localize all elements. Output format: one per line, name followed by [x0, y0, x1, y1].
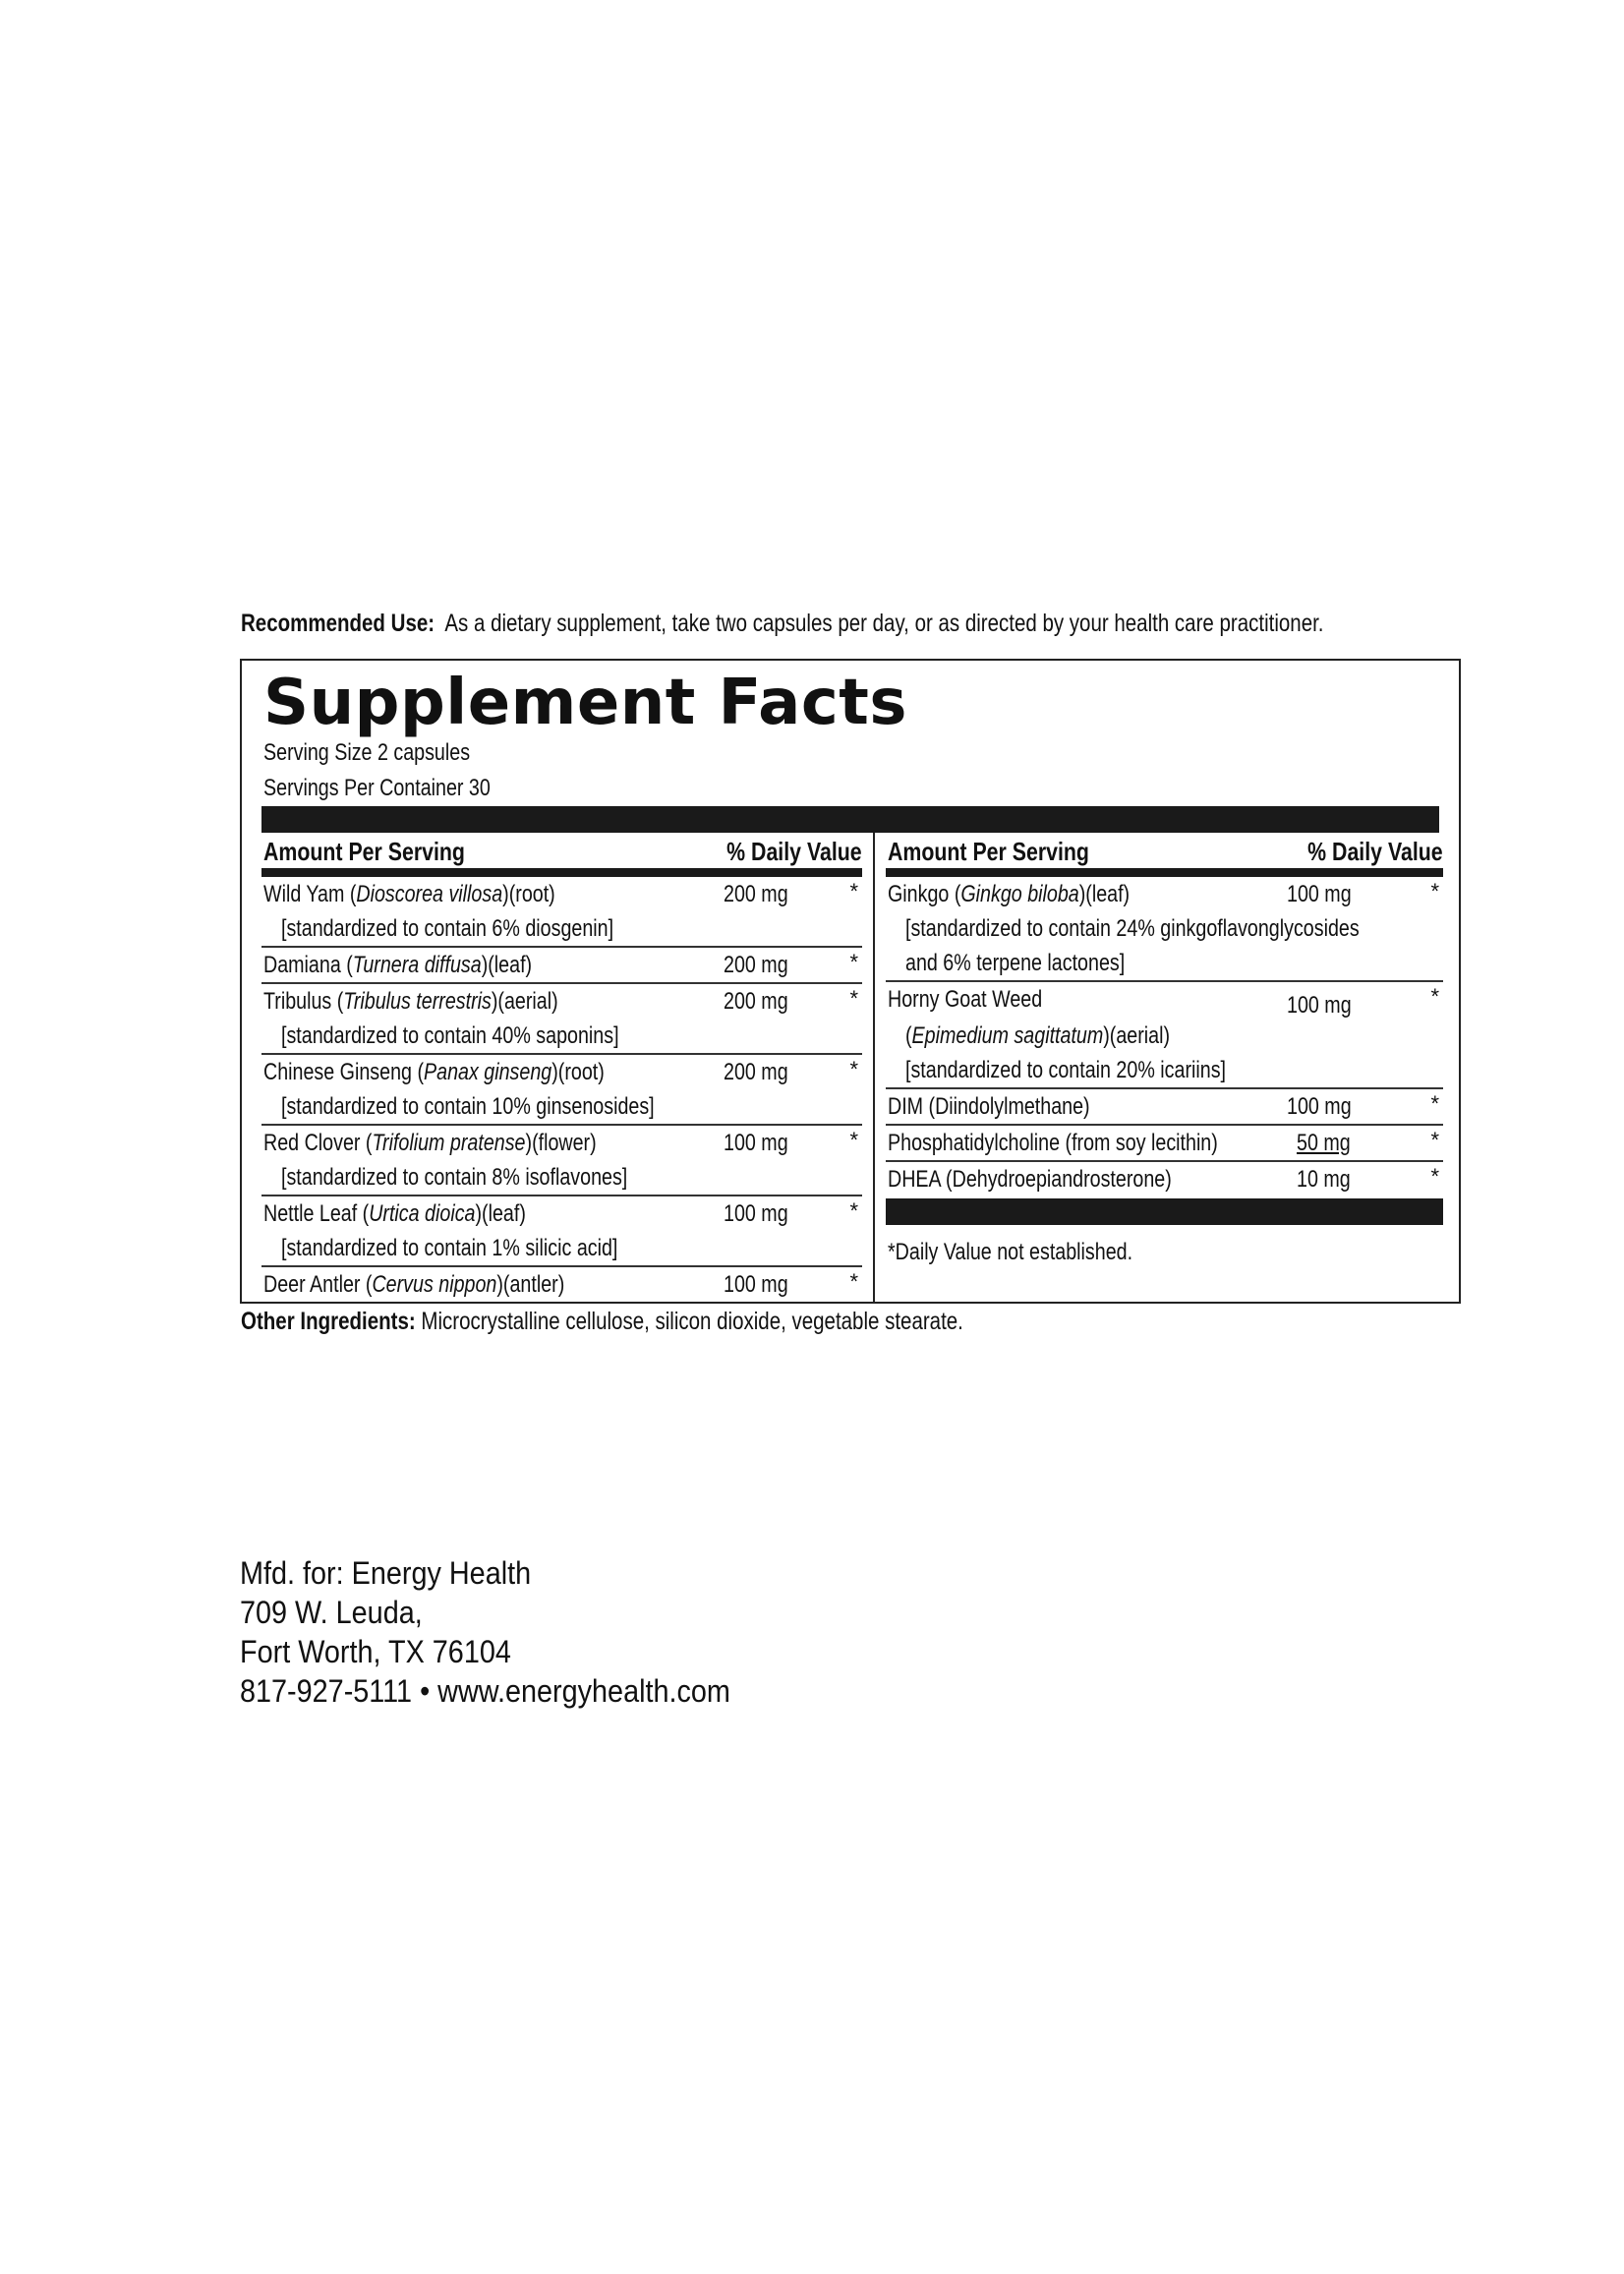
ingredient-name: DIM (Diindolylmethane)	[888, 1093, 1090, 1120]
standardization-note: [standardized to contain 6% diosgenin]	[281, 915, 614, 942]
ingredient-amount: 100 mg	[724, 1271, 788, 1298]
ingredient-amount: 100 mg	[1287, 1093, 1352, 1120]
servings-per-container: Servings Per Container 30	[263, 775, 491, 801]
daily-value-mark: *	[849, 1128, 858, 1152]
other-ingredients	[241, 1308, 1122, 1336]
ingredient-name: Tribulus (Tribulus terrestris)(aerial)	[263, 988, 558, 1015]
recommended-use-label: Recommended Use:	[241, 610, 435, 637]
ingredient-name: Deer Antler (Cervus nippon)(antler)	[263, 1271, 565, 1298]
ingredient-name: Red Clover (Trifolium pratense)(flower)	[263, 1130, 597, 1156]
header-daily-value: % Daily Value	[726, 837, 862, 866]
facts-title: Supplement Facts	[263, 667, 907, 739]
daily-value-mark: *	[1430, 984, 1439, 1009]
ingredient-amount: 200 mg	[724, 988, 788, 1015]
serving-size: Serving Size 2 capsules	[263, 739, 471, 766]
daily-value-mark: *	[1430, 1091, 1439, 1116]
standardization-note: [standardized to contain 20% icariins]	[905, 1057, 1227, 1083]
ingredient-name: Horny Goat Weed	[888, 986, 1043, 1013]
ingredient-row	[261, 948, 862, 984]
daily-value-mark: *	[1430, 1164, 1439, 1189]
ingredient-row	[261, 1267, 862, 1302]
other-ingredients-text: Microcrystalline cellulose, silicon dioxide, vegetable stearate.	[421, 1308, 963, 1335]
daily-value-mark: *	[849, 986, 858, 1011]
ingredient-amount: 100 mg	[724, 1200, 788, 1227]
ingredient-row	[261, 984, 862, 1055]
ingredient-name: Ginkgo (Ginkgo biloba)(leaf)	[888, 881, 1131, 907]
recommended-use-text: As a dietary supplement, take two capsules per day, or as directed by your health care practitioner.	[444, 610, 1324, 637]
ingredient-row	[261, 877, 862, 948]
address-city: Fort Worth, TX 76104	[240, 1634, 511, 1669]
ingredient-row	[886, 1126, 1443, 1162]
supplement-facts-panel	[240, 659, 1461, 1304]
ingredient-name: Chinese Ginseng (Panax ginseng)(root)	[263, 1059, 605, 1085]
ingredient-amount: 100 mg	[724, 1130, 788, 1156]
standardization-note: [standardized to contain 8% isoflavones]	[281, 1164, 628, 1191]
standardization-note-continued: and 6% terpene lactones]	[905, 950, 1126, 976]
ingredient-name: Nettle Leaf (Urtica dioica)(leaf)	[263, 1200, 526, 1227]
ingredient-amount: 10 mg	[1297, 1166, 1351, 1193]
daily-value-mark: *	[1430, 1128, 1439, 1152]
standardization-note: [standardized to contain 40% saponins]	[281, 1022, 619, 1049]
header-daily-value: % Daily Value	[1307, 837, 1443, 866]
contact-line: 817-927-5111 • www.energyhealth.com	[240, 1673, 730, 1709]
daily-value-mark: *	[849, 879, 858, 904]
column-header	[886, 833, 1443, 877]
ingredient-row	[886, 1162, 1443, 1196]
ingredient-amount: 100 mg	[1287, 881, 1352, 907]
column-divider	[873, 833, 875, 1302]
recommended-use	[241, 610, 1561, 638]
standardization-note: [standardized to contain 10% ginsenosides]	[281, 1093, 655, 1120]
ingredient-amount: 50 mg	[1297, 1130, 1351, 1156]
ingredient-amount: 200 mg	[724, 952, 788, 978]
daily-value-mark: *	[849, 1198, 858, 1223]
manufacturer-info	[240, 1553, 784, 1711]
manufacturer-line: Mfd. for: Energy Health	[240, 1555, 532, 1591]
ingredient-row	[886, 1089, 1443, 1126]
header-amount-per-serving: Amount Per Serving	[263, 837, 465, 866]
ingredient-row	[261, 1055, 862, 1126]
ingredient-amount: 100 mg	[1287, 992, 1352, 1019]
facts-column-right	[886, 833, 1443, 1266]
daily-value-mark: *	[849, 950, 858, 974]
standardization-note: [standardized to contain 24% ginkgoflavonglycosides	[905, 915, 1360, 942]
daily-value-mark: *	[849, 1269, 858, 1294]
ingredient-name: Phosphatidylcholine (from soy lecithin)	[888, 1130, 1218, 1156]
ingredient-row	[261, 1126, 862, 1196]
ingredient-row	[886, 982, 1443, 1089]
ingredient-amount: 200 mg	[724, 881, 788, 907]
latin-name: (Epimedium sagittatum)(aerial)	[905, 1022, 1171, 1049]
other-ingredients-label: Other Ingredients:	[241, 1308, 416, 1335]
standardization-note: [standardized to contain 1% silicic acid]	[281, 1235, 618, 1261]
address-street: 709 W. Leuda,	[240, 1595, 423, 1630]
ingredient-row	[886, 877, 1443, 982]
ingredient-amount: 200 mg	[724, 1059, 788, 1085]
daily-value-mark: *	[849, 1057, 858, 1081]
thick-divider-bar	[261, 806, 1439, 833]
column-header	[261, 833, 862, 877]
daily-value-mark: *	[1430, 879, 1439, 904]
ingredient-name: Damiana (Turnera diffusa)(leaf)	[263, 952, 533, 978]
ingredient-row	[261, 1196, 862, 1267]
ingredient-name: DHEA (Dehydroepiandrosterone)	[888, 1166, 1172, 1193]
daily-value-footnote: *Daily Value not established.	[888, 1239, 1133, 1265]
ingredient-name: Wild Yam (Dioscorea villosa)(root)	[263, 881, 555, 907]
facts-column-left	[261, 833, 862, 1302]
thick-divider-bar	[886, 1198, 1443, 1225]
header-amount-per-serving: Amount Per Serving	[888, 837, 1089, 866]
